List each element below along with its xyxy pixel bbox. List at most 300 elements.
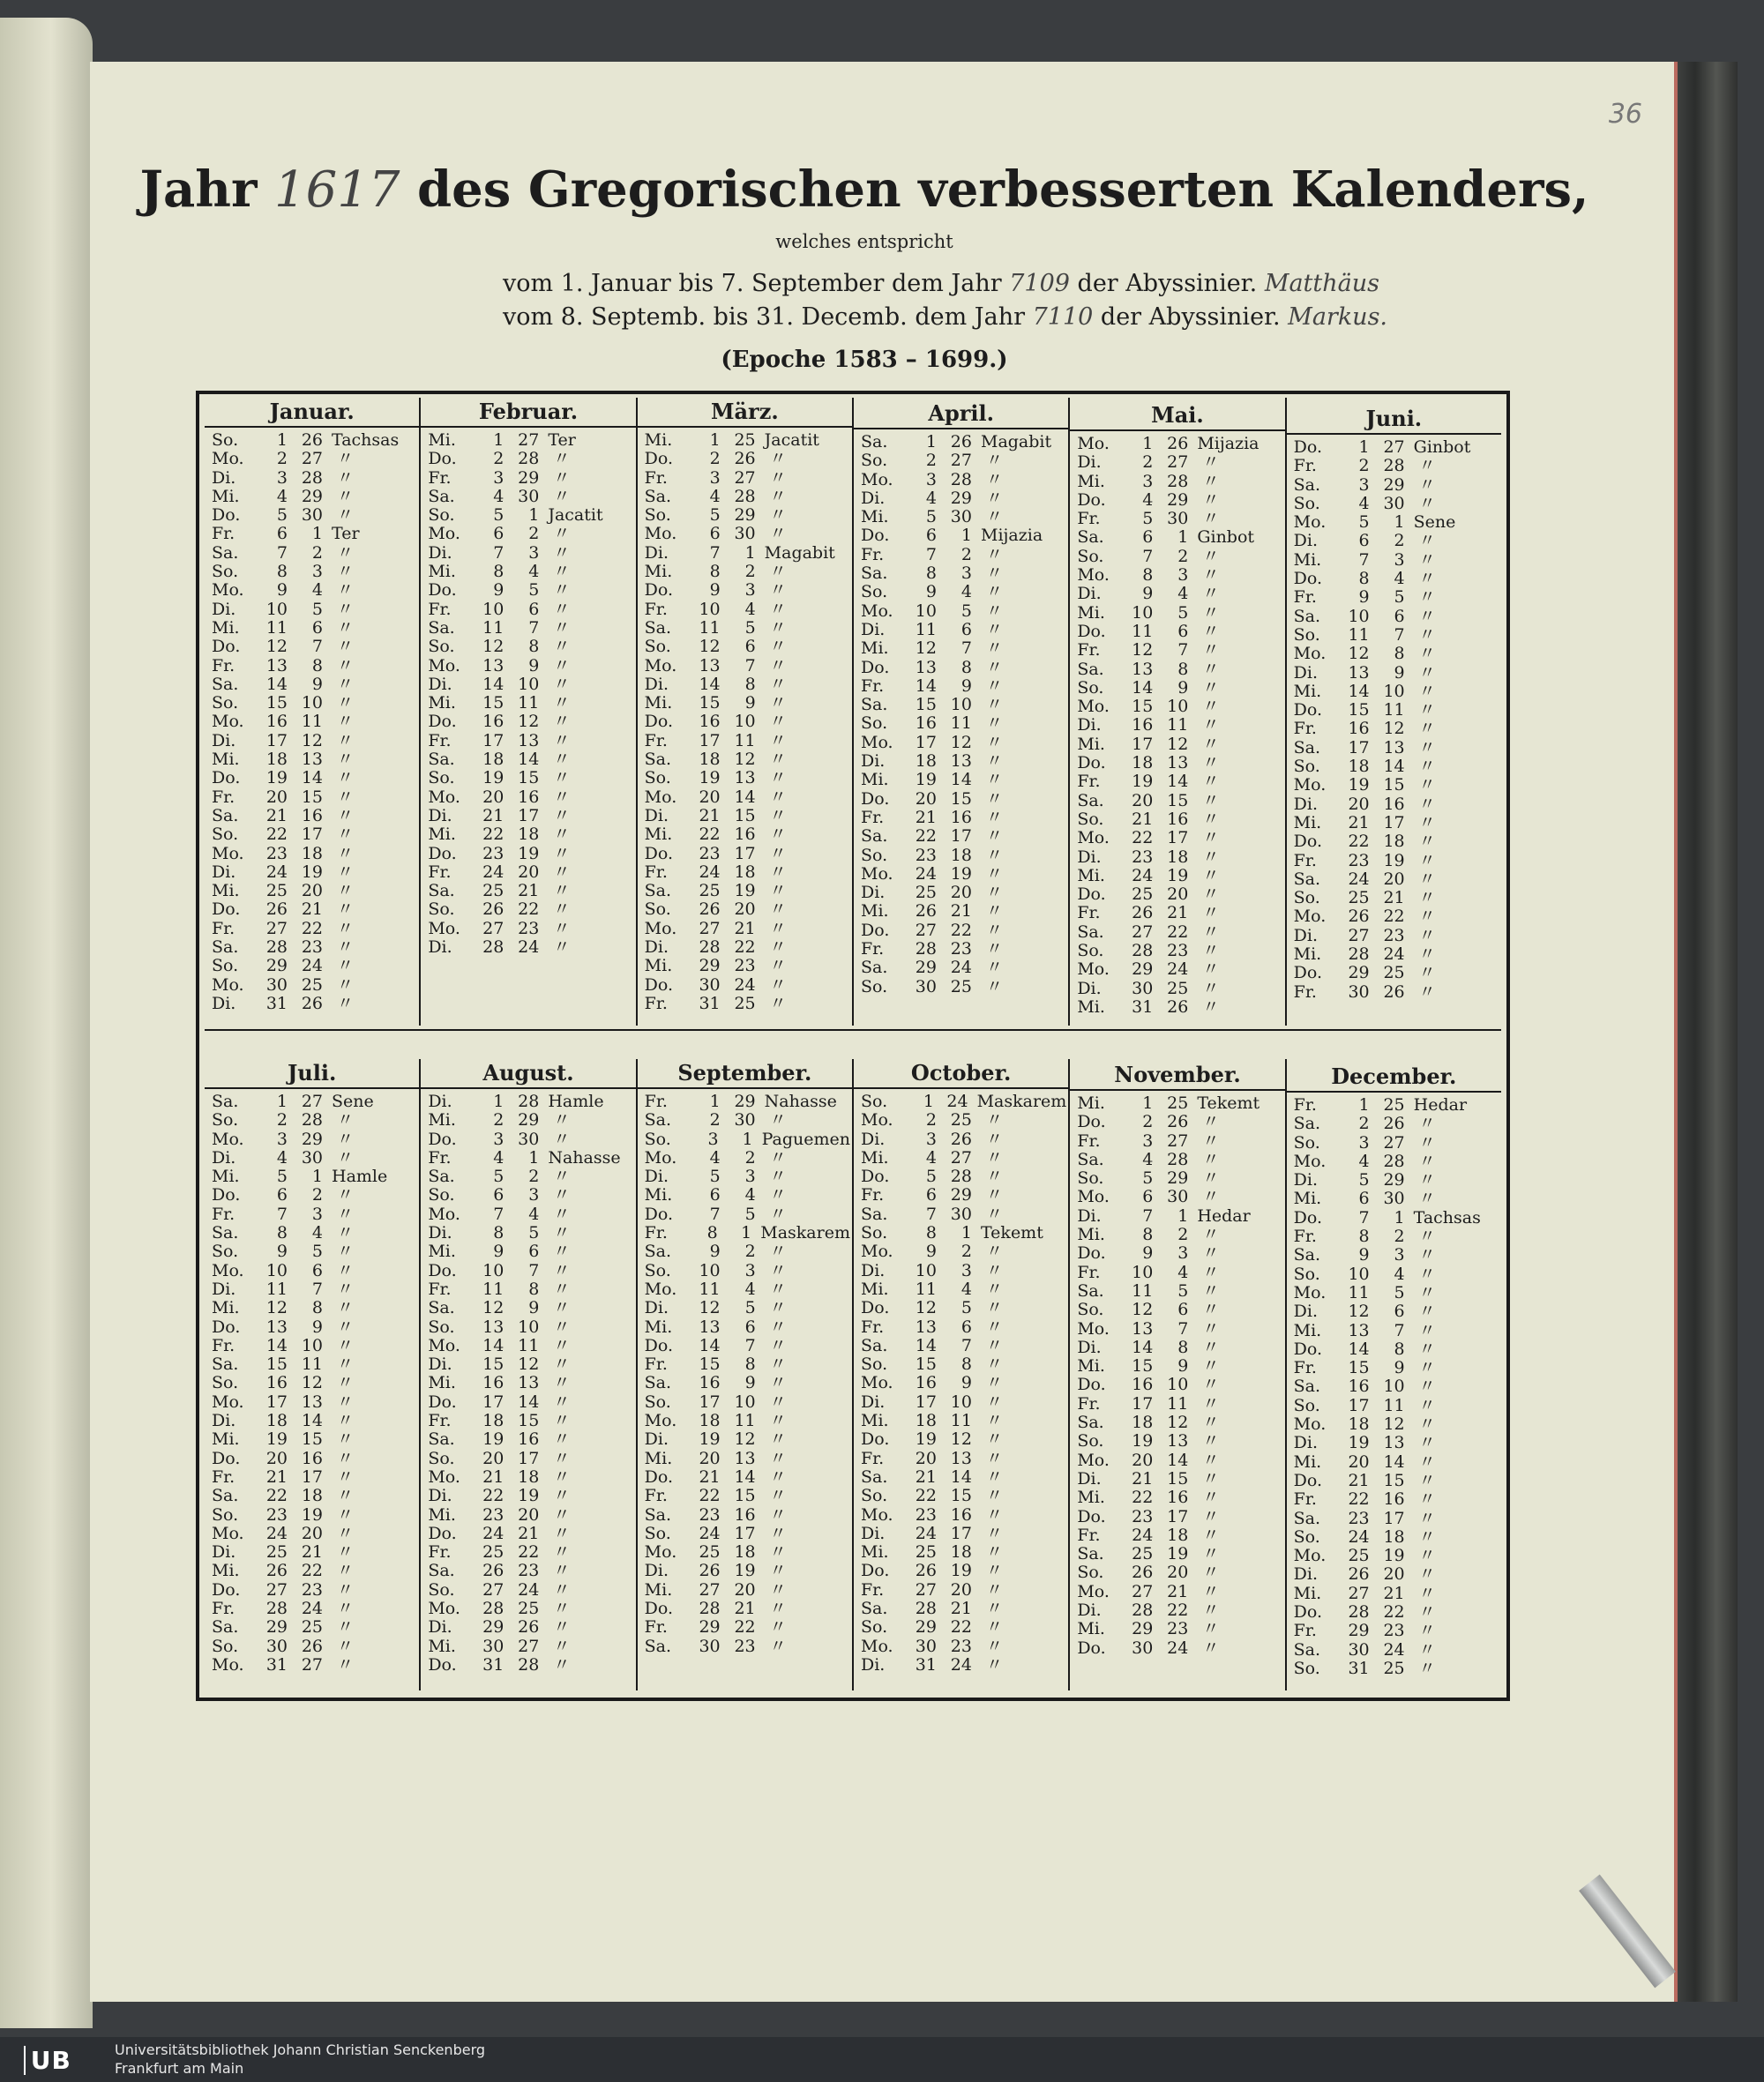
gregorian-day: 17 — [699, 1392, 721, 1412]
weekday: Do. — [644, 1466, 674, 1487]
day-row — [212, 1393, 417, 1412]
abyssinian-month: 〃 — [1418, 850, 1436, 870]
abyssinian-day: 16 — [734, 1504, 756, 1525]
gregorian-day: 20 — [265, 1448, 288, 1468]
abyssinian-month: 〃 — [1202, 996, 1220, 1017]
abyssinian-month: 〃 — [337, 1429, 355, 1450]
abyssinian-month: 〃 — [1202, 1581, 1220, 1601]
subtitle: welches entspricht — [775, 231, 953, 252]
weekday: Mi. — [212, 486, 240, 506]
abyssinian-day: 22 — [950, 1617, 972, 1638]
abyssinian-day: 18 — [301, 1486, 323, 1506]
day-row — [428, 769, 633, 787]
day-row — [861, 714, 1066, 733]
gregorian-day: 26 — [699, 899, 721, 920]
weekday: Di. — [1293, 1433, 1318, 1453]
weekday: Sa. — [212, 1223, 239, 1243]
weekday: Fr. — [212, 1599, 235, 1619]
abyssinian-month: 〃 — [985, 826, 1003, 847]
gregorian-day: 28 — [699, 1599, 721, 1619]
institution-line-1: Universitätsbibliothek Johann Christian Senckenberg — [115, 2041, 486, 2058]
day-list — [212, 1093, 417, 1675]
abyssinian-month: 〃 — [1202, 1468, 1220, 1489]
day-row — [861, 1280, 1066, 1299]
abyssinian-month: Ter — [548, 430, 576, 450]
abyssinian-month: 〃 — [1418, 1639, 1436, 1660]
abyssinian-month: 〃 — [1202, 734, 1220, 754]
abyssinian-month: Hedar — [1413, 1095, 1468, 1115]
abyssinian-month: 〃 — [985, 488, 1003, 508]
weekday: Sa. — [1293, 1377, 1321, 1397]
day-row — [1077, 1451, 1282, 1470]
abyssinian-month: 〃 — [1202, 922, 1220, 942]
weekday: Sa. — [644, 617, 672, 638]
month-name: Februar. — [421, 398, 635, 428]
abyssinian-day: 15 — [518, 768, 540, 788]
abyssinian-day: 17 — [734, 1523, 756, 1543]
gregorian-day: 11 — [699, 617, 721, 638]
weekday: So. — [212, 1110, 239, 1131]
day-row — [861, 1487, 1066, 1505]
abyssinian-month: 〃 — [337, 580, 355, 601]
day-row — [1294, 739, 1499, 757]
day-row — [428, 1525, 633, 1543]
day-row — [212, 957, 417, 975]
weekday: Do. — [1077, 1638, 1106, 1658]
day-row — [428, 1355, 633, 1374]
gregorian-day: 10 — [1132, 1262, 1154, 1282]
abyssinian-month: 〃 — [769, 1542, 787, 1563]
day-row — [1294, 1472, 1499, 1490]
weekday: Di. — [428, 805, 452, 825]
abyssinian-month: Magabit — [764, 542, 835, 563]
abyssinian-day: 24 — [301, 1599, 323, 1619]
weekday: Fr. — [428, 1542, 452, 1563]
gregorian-day: 6 — [925, 1185, 937, 1205]
abyssinian-day: 12 — [734, 1429, 756, 1450]
gregorian-day: 23 — [482, 1504, 505, 1525]
abyssinian-day: 30 — [518, 486, 540, 506]
weekday: Mo. — [1077, 1187, 1110, 1207]
abyssinian-day: 26 — [1383, 1114, 1405, 1134]
library-logo — [9, 2046, 71, 2075]
day-row — [1077, 1545, 1282, 1563]
day-row — [1294, 1603, 1499, 1622]
abyssinian-month: 〃 — [337, 505, 355, 526]
abyssinian-day: 22 — [1167, 1601, 1189, 1621]
institution-line-2: Frankfurt am Main — [115, 2060, 244, 2077]
abyssinian-day: 13 — [950, 1448, 972, 1468]
gregorian-day: 24 — [482, 1523, 505, 1543]
day-row — [1077, 1264, 1282, 1282]
weekday: Sa. — [860, 563, 888, 584]
weekday: Fr. — [1077, 640, 1101, 660]
gregorian-day: 7 — [1358, 549, 1370, 570]
abyssinian-month: 〃 — [337, 1335, 355, 1355]
gregorian-day: 2 — [1142, 452, 1154, 473]
abyssinian-day: 22 — [734, 937, 756, 958]
day-row — [645, 1186, 850, 1205]
gregorian-day: 22 — [482, 1486, 505, 1506]
day-row — [645, 845, 850, 863]
weekday: Mi. — [212, 881, 240, 901]
abyssinian-month: 〃 — [553, 1579, 571, 1600]
gregorian-day: 31 — [265, 993, 288, 1013]
abyssinian-month: 〃 — [1202, 677, 1220, 698]
gregorian-day: 14 — [1348, 1339, 1370, 1359]
gregorian-day: 15 — [1348, 700, 1370, 720]
day-row — [1077, 1320, 1282, 1339]
abyssinian-month: 〃 — [985, 1260, 1003, 1280]
gregorian-day: 2 — [276, 449, 288, 469]
gregorian-day: 17 — [265, 730, 288, 750]
weekday: So. — [1077, 1168, 1104, 1189]
abyssinian-month: 〃 — [1202, 903, 1220, 923]
gregorian-day: 3 — [276, 1129, 288, 1149]
gregorian-day: 20 — [1348, 1451, 1370, 1472]
abyssinian-month: 〃 — [553, 918, 571, 938]
weekday: Mo. — [1293, 1282, 1327, 1302]
abyssinian-day: 2 — [1394, 531, 1405, 551]
gregorian-day: 12 — [482, 637, 505, 657]
gregorian-day: 19 — [265, 768, 288, 788]
weekday: Sa. — [860, 695, 888, 715]
weekday: Mo. — [212, 449, 244, 469]
weekday: Fr. — [644, 1617, 668, 1638]
weekday: Sa. — [644, 750, 672, 770]
abyssinian-day: 18 — [734, 862, 756, 882]
abyssinian-day: 17 — [1383, 812, 1405, 832]
day-row — [645, 638, 850, 656]
weekday: Fr. — [1293, 1489, 1317, 1510]
abyssinian-day: 19 — [734, 1561, 756, 1581]
day-row — [645, 863, 850, 882]
gregorian-day: 9 — [493, 580, 505, 601]
day-row — [645, 601, 850, 619]
abyssinian-month: 〃 — [985, 1298, 1003, 1318]
gregorian-day: 6 — [1358, 1189, 1370, 1209]
day-row — [428, 1205, 633, 1224]
abyssinian-day: 10 — [734, 1392, 756, 1412]
abyssinian-month: 〃 — [769, 1466, 787, 1487]
weekday: Sa. — [644, 1242, 672, 1262]
gregorian-day: 4 — [1142, 489, 1154, 510]
abyssinian-day: 12 — [1167, 1413, 1189, 1433]
weekday: Mi. — [860, 1411, 889, 1431]
abyssinian-month: Tekemt — [1197, 1093, 1260, 1113]
gregorian-day: 6 — [1142, 1187, 1154, 1207]
weekday: Sa. — [1293, 869, 1321, 889]
day-row — [861, 978, 1066, 996]
day-row — [212, 1487, 417, 1505]
gregorian-day: 6 — [709, 524, 721, 544]
weekday: Mi. — [644, 825, 673, 845]
gregorian-day: 17 — [1132, 1393, 1154, 1414]
weekday: Sa. — [644, 1373, 672, 1393]
weekday: Mo. — [1077, 1581, 1110, 1601]
abyssinian-day: 15 — [734, 805, 756, 825]
gregorian-day: 30 — [265, 1636, 288, 1656]
gregorian-day: 4 — [709, 486, 721, 506]
day-row — [1294, 513, 1499, 532]
abyssinian-day: 13 — [518, 1373, 540, 1393]
gregorian-day: 25 — [1348, 888, 1370, 908]
day-list — [1294, 1096, 1499, 1678]
abyssinian-day: 30 — [301, 505, 323, 526]
day-row — [1294, 1660, 1499, 1678]
gregorian-day: 23 — [1132, 1506, 1154, 1526]
abyssinian-day: 28 — [518, 1092, 540, 1111]
abyssinian-day: 10 — [518, 674, 540, 694]
abyssinian-day: 28 — [1383, 1151, 1405, 1171]
day-row — [428, 713, 633, 731]
day-row — [1294, 1340, 1499, 1359]
day-row — [1077, 566, 1282, 585]
weekday: Do. — [860, 1298, 890, 1318]
abyssinian-day: 5 — [744, 1204, 756, 1224]
weekday: So. — [1293, 1132, 1320, 1153]
gregorian-day: 29 — [915, 958, 937, 978]
abyssinian-month: 〃 — [1418, 1564, 1436, 1585]
gregorian-day: 19 — [1348, 775, 1370, 795]
gregorian-day: 29 — [1348, 963, 1370, 983]
gregorian-day: 6 — [1358, 531, 1370, 551]
abyssinian-day: 24 — [1167, 959, 1189, 980]
day-row — [1294, 1171, 1499, 1190]
gregorian-day: 10 — [699, 599, 721, 619]
weekday: Sa. — [428, 750, 455, 770]
abyssinian-day: 18 — [734, 1542, 756, 1563]
day-row — [861, 451, 1066, 470]
weekday: Mi. — [428, 1504, 456, 1525]
weekday: So. — [1077, 809, 1104, 829]
abyssinian-day: 28 — [301, 467, 323, 488]
gregorian-day: 19 — [915, 770, 937, 790]
weekday: Di. — [428, 1223, 452, 1243]
abyssinian-month: 〃 — [1202, 978, 1220, 998]
abyssinian-day: 25 — [301, 1617, 323, 1638]
gregorian-day: 18 — [915, 751, 937, 772]
gregorian-day: 15 — [482, 693, 505, 713]
abyssinian-month: 〃 — [1418, 531, 1436, 551]
month-column — [421, 1059, 637, 1690]
day-row — [1077, 754, 1282, 772]
day-row — [212, 1374, 417, 1392]
gregorian-day: 25 — [1348, 1546, 1370, 1566]
abyssinian-day: 11 — [1167, 1393, 1189, 1414]
abyssinian-day: 4 — [744, 1279, 756, 1299]
weekday: Mo. — [1077, 565, 1110, 586]
abyssinian-day: 14 — [301, 768, 323, 788]
gregorian-day: 28 — [482, 937, 505, 958]
month-name: October. — [854, 1059, 1068, 1089]
abyssinian-month: 〃 — [337, 1279, 355, 1299]
abyssinian-day: 16 — [950, 807, 972, 827]
abyssinian-month: 〃 — [553, 768, 571, 788]
weekday: Sa. — [212, 937, 239, 958]
abyssinian-month: 〃 — [985, 675, 1003, 696]
gregorian-day: 17 — [265, 1392, 288, 1412]
weekday: Fr. — [644, 1486, 668, 1506]
weekday: Sa. — [1077, 1149, 1104, 1169]
abyssinian-month: 〃 — [1202, 1262, 1220, 1282]
abyssinian-month: 〃 — [985, 1617, 1003, 1638]
day-row — [212, 638, 417, 656]
abyssinian-day: 24 — [301, 956, 323, 976]
weekday: Do. — [428, 843, 457, 863]
abyssinian-day: 1 — [311, 1167, 323, 1187]
weekday: Do. — [644, 1599, 674, 1619]
abyssinian-month: 〃 — [337, 1392, 355, 1412]
gregorian-day: 11 — [1132, 1280, 1154, 1301]
abyssinian-month: 〃 — [1202, 809, 1220, 829]
abyssinian-month: 〃 — [769, 956, 787, 976]
gregorian-day: 24 — [1348, 1526, 1370, 1547]
abyssinian-month: 〃 — [985, 544, 1003, 564]
weekday: Mo. — [1077, 697, 1110, 717]
weekday: Di. — [644, 674, 669, 694]
weekday: Mo. — [860, 1110, 893, 1131]
weekday: Mo. — [212, 1654, 244, 1675]
weekday: Fr. — [1077, 1393, 1101, 1414]
abyssinian-day: 16 — [1383, 1489, 1405, 1510]
gregorian-day: 24 — [915, 863, 937, 884]
abyssinian-day: 24 — [1383, 944, 1405, 965]
weekday: Do. — [860, 920, 890, 940]
abyssinian-month: 〃 — [337, 1354, 355, 1375]
gregorian-day: 3 — [709, 467, 721, 488]
abyssinian-month: 〃 — [1202, 772, 1220, 792]
abyssinian-day: 1 — [1394, 1207, 1405, 1228]
gregorian-day: 24 — [1132, 1525, 1154, 1545]
weekday: Do. — [1293, 832, 1323, 852]
month-column — [854, 398, 1070, 1026]
gregorian-day: 16 — [1132, 715, 1154, 735]
weekday: Mi. — [860, 1147, 889, 1168]
weekday: Sa. — [1077, 790, 1104, 810]
day-row — [645, 1430, 850, 1449]
gregorian-day: 5 — [709, 505, 721, 526]
abyssinian-month: 〃 — [1418, 606, 1436, 626]
weekday: Sa. — [428, 1429, 455, 1450]
gregorian-day: 31 — [699, 993, 721, 1013]
abyssinian-month: 〃 — [553, 712, 571, 732]
weekday: Fr. — [860, 1185, 885, 1205]
gregorian-day: 19 — [482, 768, 505, 788]
gregorian-day: 18 — [265, 1411, 288, 1431]
footer-bar — [0, 2037, 1764, 2082]
abyssinian-month: 〃 — [769, 1147, 787, 1168]
abyssinian-day: 19 — [1383, 1546, 1405, 1566]
abyssinian-month: Maskarem — [760, 1223, 850, 1243]
abyssinian-day: 9 — [311, 1317, 323, 1337]
day-row — [1294, 1490, 1499, 1509]
abyssinian-month: 〃 — [1418, 624, 1436, 645]
gregorian-day: 13 — [915, 1317, 937, 1337]
weekday: Di. — [1077, 978, 1102, 998]
abyssinian-day: 15 — [518, 1411, 540, 1431]
weekday: Fr. — [212, 918, 235, 938]
gregorian-day: 29 — [699, 956, 721, 976]
gregorian-day: 20 — [1132, 1450, 1154, 1470]
gregorian-day: 1 — [493, 430, 505, 450]
weekday: Di. — [860, 1392, 886, 1412]
abyssinian-month: 〃 — [337, 1185, 355, 1205]
day-list — [212, 431, 417, 1013]
day-row — [645, 750, 850, 769]
abyssinian-month: 〃 — [985, 1466, 1003, 1487]
abyssinian-day: 3 — [744, 580, 756, 601]
day-row — [1294, 795, 1499, 814]
day-row — [212, 619, 417, 638]
day-row — [861, 546, 1066, 564]
day-row — [1294, 1284, 1499, 1302]
abyssinian-month: 〃 — [337, 467, 355, 488]
abyssinian-month: 〃 — [769, 918, 787, 938]
weekday: Di. — [860, 619, 886, 639]
day-row — [212, 807, 417, 825]
abyssinian-month: 〃 — [337, 617, 355, 638]
day-row — [212, 488, 417, 506]
weekday: Mi. — [212, 1298, 240, 1318]
abyssinian-month: 〃 — [985, 713, 1003, 734]
gregorian-day: 17 — [482, 1392, 505, 1412]
weekday: Sa. — [428, 486, 455, 506]
gregorian-day: 21 — [1348, 1470, 1370, 1490]
weekday: Do. — [644, 580, 674, 601]
weekday: Do. — [1293, 1602, 1323, 1623]
weekday: Mo. — [1077, 828, 1110, 848]
abyssinian-month: 〃 — [1418, 737, 1436, 757]
gregorian-day: 8 — [493, 562, 505, 582]
abyssinian-month: 〃 — [337, 993, 355, 1013]
abyssinian-month: 〃 — [337, 1411, 355, 1431]
day-row — [861, 1374, 1066, 1392]
month-column — [1070, 1059, 1286, 1690]
abyssinian-month: 〃 — [553, 1242, 571, 1262]
abyssinian-month: 〃 — [553, 1599, 571, 1619]
day-row — [1077, 1414, 1282, 1432]
day-row — [428, 750, 633, 769]
abyssinian-month: Ter — [332, 524, 360, 544]
day-row — [1294, 1302, 1499, 1321]
day-row — [212, 1638, 417, 1656]
abyssinian-day: 8 — [1177, 1337, 1189, 1357]
abyssinian-month: 〃 — [337, 862, 355, 882]
weekday: Fr. — [1293, 1095, 1317, 1115]
abyssinian-month: 〃 — [985, 883, 1003, 903]
weekday: So. — [212, 1242, 239, 1262]
abyssinian-day: 22 — [301, 1561, 323, 1581]
day-row — [861, 1224, 1066, 1242]
weekday: So. — [1293, 1395, 1320, 1415]
abyssinian-day: 15 — [734, 1486, 756, 1506]
gregorian-day: 14 — [699, 1335, 721, 1355]
day-row — [645, 732, 850, 750]
abyssinian-month: 〃 — [553, 1486, 571, 1506]
day-row — [1077, 848, 1282, 867]
weekday: Mo. — [860, 1504, 893, 1525]
gregorian-day: 19 — [1132, 1431, 1154, 1451]
day-row — [1077, 1620, 1282, 1638]
day-row — [645, 1543, 850, 1562]
abyssinian-month: 〃 — [769, 862, 787, 882]
abyssinian-day: 29 — [1383, 1170, 1405, 1190]
abyssinian-month: Mijazia — [1197, 434, 1259, 453]
day-row — [1077, 1301, 1282, 1319]
gregorian-day: 2 — [1142, 1112, 1154, 1132]
gregorian-day: 16 — [915, 713, 937, 734]
